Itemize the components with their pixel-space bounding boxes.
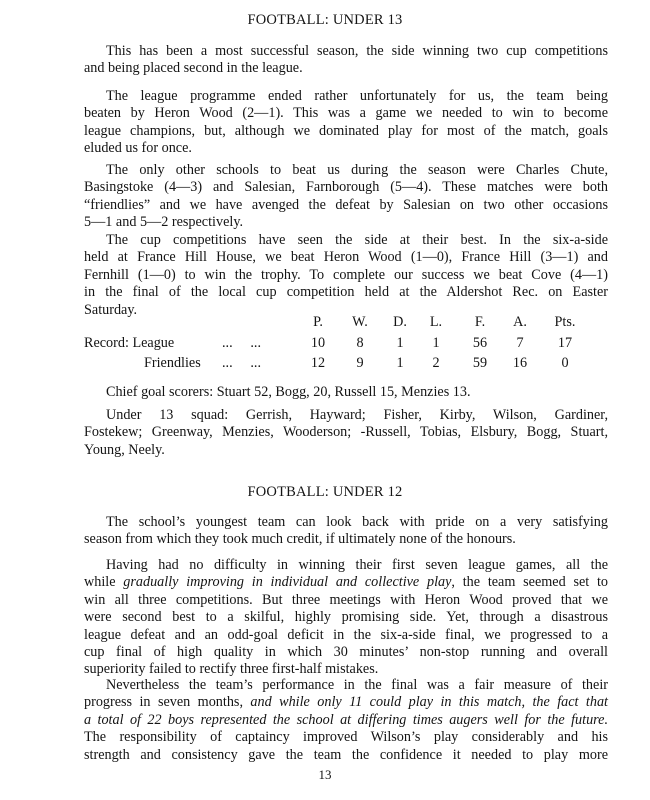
table-cell: 1 [432,335,440,351]
table-header: D. [393,314,407,330]
table-row [84,335,624,354]
table-cell: 2 [432,355,440,371]
table-cell: 59 [472,355,488,371]
table-cell: 1 [396,335,404,351]
table-cell: 0 [561,355,569,371]
text-line: held at France Hill House, we beat Heron Wood (1—0), France Hill (3—1) and [84,249,608,266]
row-dots: ... ... [222,355,262,371]
text-line: Fernhill (1—0) to win the trophy. To complete our success we beat Cove (4—1) [84,266,608,283]
text-line: Under 13 squad: Gerrish, Hayward; Fisher, Kirby, Wilson, Gardiner, [106,407,608,423]
text-line [84,592,608,609]
text-run: league defeat and an odd-goal deficit in the six-a-side final, we progressed to a [84,626,608,643]
row-label: Friendlies [144,355,201,371]
italic-run: a total of 22 boys represented the school at differing times augers well for the future. [84,711,608,728]
text-line: The school’s youngest team can look back with pride on a very satisfying [106,514,608,530]
text-run: , the team seemed set to [451,574,608,591]
paragraph-scorers [84,384,608,401]
text-line: The cup competitions have seen the side at their best. In the six-a-side [106,232,608,248]
text-line: The only other schools to beat us during the season were Charles Chute, [106,162,608,178]
italic-run: gradually improving in individual and collective play [123,574,452,591]
table-header: W. [352,314,368,330]
text-run: Having had no difficulty in winning their first seven league games, all the [106,557,608,573]
table-header: F. [474,314,486,330]
text-line [84,627,608,644]
text-run: cup final of high quality in which 30 minutes’ non-stop running and overall [84,644,608,661]
text-run: while [84,574,124,591]
text-line [84,729,608,746]
text-line: Fostekew; Greenway, Menzies, Wooderson; -Russell, Tobias, Elsbury, Bogg, Stuart, [84,424,608,441]
text-line [84,677,608,694]
text-line [84,557,608,574]
row-label: Record: League [84,335,175,351]
text-line [84,609,608,626]
paragraph-league [84,88,608,158]
text-line: and being placed second in the league. [84,60,303,77]
paragraph-other-schools [84,162,608,232]
italic-run: and while only 11 could play in this match, the fact that [250,694,608,711]
text-line: Saturday. [84,301,138,318]
text-line: eluded us for once. [84,140,192,157]
record-table [84,314,624,374]
text-run: Nevertheless the team’s performance in the final was a fair measure of their [106,677,608,693]
table-cell: 7 [516,335,524,351]
text-line: “friendlies” and we have avenged the defeat by Salesian on two other occasions [84,196,608,213]
table-cell: 10 [310,335,326,351]
paragraph-squad [84,407,608,459]
text-line [84,747,608,764]
text-line: The league programme ended rather unfortunately for us, the team being [106,88,608,104]
text-line: Chief goal scorers: Stuart 52, Bogg, 20, Russell 15, Menzies 13. [106,384,471,400]
table-header: P. [313,314,323,330]
table-cell: 12 [310,355,326,371]
text-line: beaten by Heron Wood (2—1). This was a game we needed to win to become [84,105,608,122]
text-line: in the final of the local cup competition held at the Aldershot Rec. on Easter [84,284,608,301]
row-dots: ... ... [222,335,262,351]
table-header: Pts. [554,314,576,330]
text-run: superiority failed to rectify three first-half mistakes. [84,661,379,678]
table-row [84,355,624,374]
text-line [84,712,608,729]
section-heading-under-12: FOOTBALL: UNDER 12 [247,484,403,500]
text-line: league champions, but, although we dominated play for most of the match, goals [84,122,608,139]
text-line [84,694,608,711]
text-run: The responsibility of captaincy improved Wilson’s play considerably and his [84,729,608,746]
paragraph-cup [84,232,608,319]
paragraph-intro [84,43,608,78]
paragraph-youngest-team [84,514,608,549]
paragraph-performance [84,677,608,764]
text-line: season from which they took much credit, if ultimately none of the honours. [84,531,516,548]
table-cell: 1 [396,355,404,371]
table-header: L. [429,314,443,330]
table-cell: 16 [512,355,528,371]
table-cell: 8 [356,335,364,351]
table-cell: 56 [472,335,488,351]
table-cell: 17 [557,335,573,351]
text-run: progress in seven months, [84,694,251,711]
text-line [84,574,608,591]
paragraph-season [84,557,608,679]
text-line [84,644,608,661]
section-heading-under-13: FOOTBALL: UNDER 13 [247,12,403,28]
text-run: were second best to a skilful, highly promising side. Yet, through a disastrous [84,609,608,626]
text-line: Young, Neely. [84,441,165,458]
table-cell: 9 [356,355,364,371]
text-line: 5—1 and 5—2 respectively. [84,214,244,231]
page-number: 13 [318,767,332,782]
table-header-row [84,314,624,333]
table-header: A. [513,314,527,330]
text-run: win all three competitions. But three meetings with Heron Wood proved that we [84,591,608,608]
text-line: Basingstoke (4—3) and Salesian, Farnborough (5—4). These matches were both [84,179,608,196]
text-run: strength and consistency gave the team the confidence it needed to play more [84,746,608,763]
text-line: This has been a most successful season, the side winning two cup competitions [106,43,608,59]
